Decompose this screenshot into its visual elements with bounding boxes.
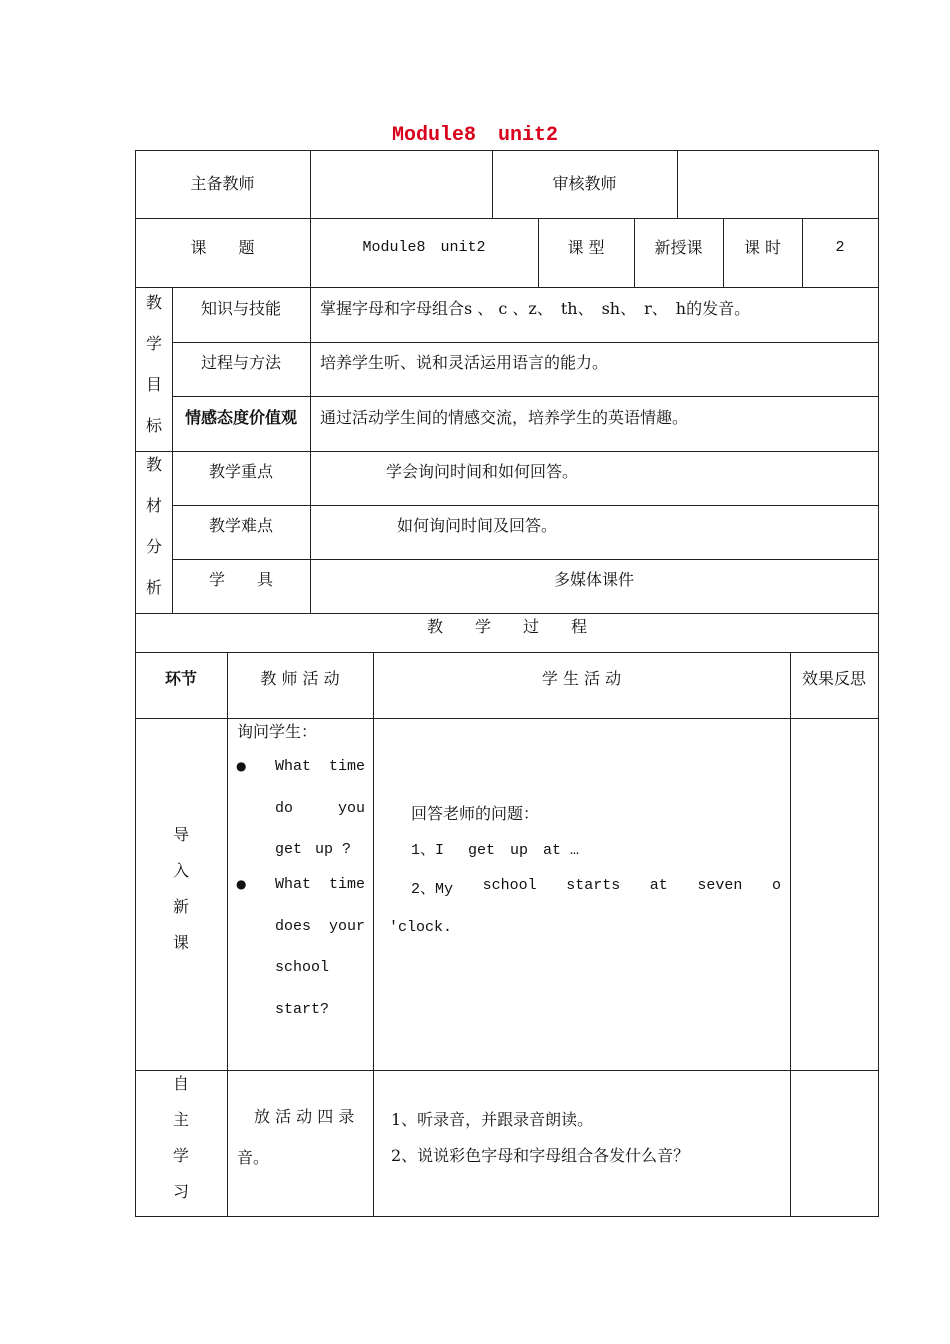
teacher-question-line: get up ? [275, 841, 351, 858]
objective-label-process: 过程与方法 [200, 353, 281, 372]
teacher-question-line: What time [275, 876, 365, 893]
stage-intro: 导 入 新 课 [172, 825, 189, 952]
student-intro-text: 回答老师的问题： [411, 804, 540, 823]
material-text-difficulty: 如何询问时间及回答。 [397, 516, 558, 535]
bullet-icon: ● [236, 759, 247, 773]
student-answer-1: 1、I get up at … [411, 842, 580, 859]
objectives-group-label: 教 学 目 标 [145, 293, 162, 435]
column-stage: 环节 [164, 669, 197, 688]
reviewer-label: 审核教师 [552, 174, 617, 193]
objective-label-attitude: 情感态度价值观 [184, 408, 297, 427]
teacher-activity-line1: 放 活 动 四 录 [254, 1107, 355, 1126]
student-activity-line2: 2、说说彩色字母和字母组合各发什么音？ [391, 1146, 690, 1165]
material-text-key: 学会询问时间和如何回答。 [386, 462, 579, 481]
student-answer-2-cont: 'clock. [389, 919, 453, 936]
hours-value: 2 [835, 239, 845, 256]
objective-label-knowledge: 知识与技能 [200, 299, 281, 318]
teacher-activity-line2: 音。 [237, 1148, 270, 1167]
material-label-key: 教学重点 [208, 462, 273, 481]
type-label: 课 型 [567, 238, 605, 257]
objective-text-process: 培养学生听、说和灵活运用语言的能力。 [320, 353, 609, 372]
type-value: 新授课 [654, 238, 703, 257]
document-title [0, 124, 950, 147]
column-reflection: 效果反思 [801, 669, 866, 688]
column-student-activity: 学 生 活 动 [541, 669, 622, 688]
teacher-intro-text: 询问学生： [237, 722, 318, 741]
stage-self-study: 自 主 学 习 [172, 1074, 189, 1201]
student-activity-line1: 1、听录音，并跟录音朗读。 [391, 1110, 594, 1129]
teacher-question-line: What time [275, 758, 365, 775]
teacher-question-line: start? [275, 1001, 330, 1018]
title-part2: unit2 [498, 124, 559, 147]
material-label-tools: 学 具 [208, 570, 273, 589]
teacher-question-line: school [275, 959, 330, 976]
topic-label: 课 题 [190, 238, 255, 257]
student-answer-2: 2、My school starts at seven o [411, 877, 781, 898]
topic-value: Module8 unit2 [362, 239, 486, 256]
material-text-tools: 多媒体课件 [553, 570, 634, 589]
teacher-question-line: does your [275, 918, 365, 935]
column-teacher-activity: 教 师 活 动 [260, 669, 340, 688]
bullet-icon: ● [236, 877, 247, 891]
materials-group-label: 教 材 分 析 [145, 455, 162, 597]
material-label-difficulty: 教学难点 [208, 516, 273, 535]
hours-label: 课 时 [743, 238, 782, 257]
objective-text-knowledge: 掌握字母和字母组合s 、 c 、z、 th、 sh、 r、 h的发音。 [320, 299, 751, 318]
teacher-question-line: do you [275, 800, 365, 817]
lead-teacher-label: 主备教师 [190, 174, 255, 193]
objective-text-attitude: 通过活动学生间的情感交流，培养学生的英语情趣。 [320, 408, 689, 427]
process-heading: 教 学 过 程 [426, 617, 587, 636]
title-part1: Module8 [391, 124, 476, 147]
